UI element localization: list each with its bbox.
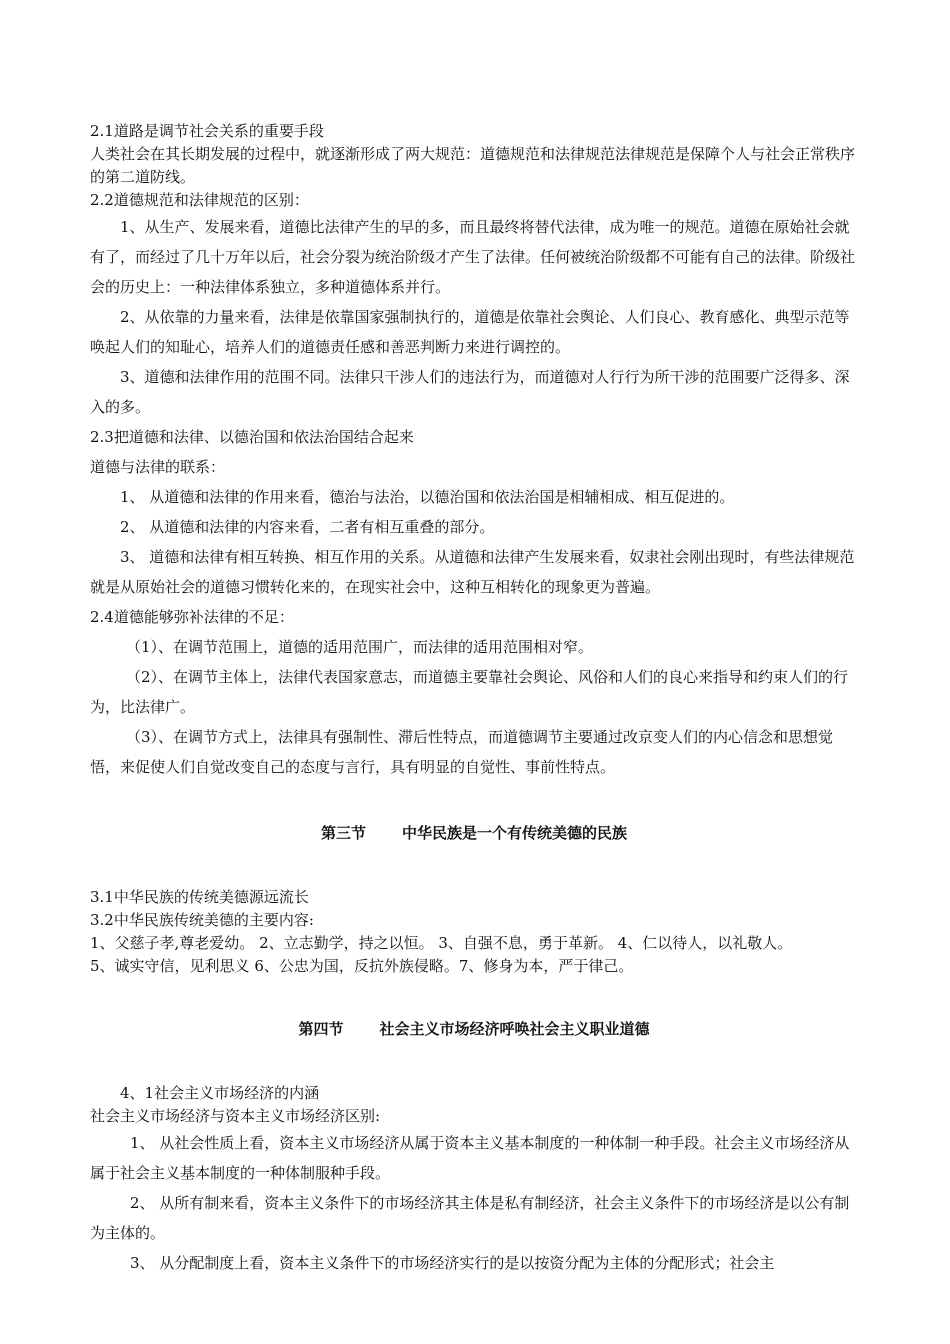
section-2-4-item-3: （3）、在调节方式上，法律具有强制性、滞后性特点，而道德调节主要通过改京变人们的内心信念和思想觉悟，来促使人们自觉改变自己的态度与言行，具有明显的自觉性、事前性特点。 (90, 728, 834, 776)
section-4-heading-title: 社会主义市场经济呼唤社会主义职业道德 (379, 1020, 650, 1038)
virtues-line-1: 1、父慈子孝,尊老爱幼。 2、立志勤学，持之以恒。 3、自强不息，勇于革新。 4、仁以待人，以礼敬人。 (90, 934, 793, 952)
section-4-item-3: 3、 从分配制度上看，资本主义条件下的市场经济实行的是以按资分配为主体的分配形式；社会主 (130, 1254, 775, 1272)
section-3-heading (90, 821, 858, 845)
section-4-item-2: 2、 从所有制来看，资本主义条件下的市场经济其主体是私有制经济，社会主义条件下的市场经济是以公有制为主体的。 (90, 1194, 850, 1242)
section-4-1-subtitle: 社会主义市场经济与资本主义市场经济区别: (90, 1107, 381, 1125)
section-2-4-title: 2.4道德能够弥补法律的不足： (90, 608, 294, 626)
section-3-1-title: 3.1中华民族的传统美德源远流长 (90, 888, 309, 906)
section-2-3-subtitle: 道德与法律的联系： (90, 458, 226, 476)
section-3-heading-number: 第三节 (320, 824, 366, 842)
section-3-2-title: 3.2中华民族传统美德的主要内容: (90, 911, 314, 929)
section-4-1-title: 4、1社会主义市场经济的内涵 (120, 1084, 320, 1102)
section-4-item-1: 1、 从社会性质上看，资本主义市场经济从属于资本主义基本制度的一种体制一种手段。社会主义市场经济从属于社会主义基本制度的一种体制服种手段。 (90, 1134, 850, 1182)
section-2-2-item-3: 3、道德和法律作用的范围不同。法律只干涉人们的违法行为，而道德对人行行为所干涉的范围要广泛得多、深入的多。 (90, 368, 850, 416)
section-4-heading-number: 第四节 (298, 1020, 344, 1038)
section-2-4-item-1: （1）、在调节范围上，道德的适用范围广，而法律的适用范围相对窄。 (126, 638, 594, 656)
section-2-2-item-1: 1、从生产、发展来看，道德比法律产生的早的多，而且最终将替代法律，成为唯一的规范。道德在原始社会就有了，而经过了几十万年以后，社会分裂为统治阶级才产生了法律。任何被统治阶级都不可能有自己的法律。阶级社会的历史上：一种法律体系独立，多种道德体系并行。 (90, 218, 856, 296)
section-2-3-title: 2.3把道德和法律、以德治国和依法治国结合起来 (90, 428, 414, 446)
section-2-2-title: 2.2道德规范和法律规范的区别： (90, 191, 309, 209)
section-2-1-title: 2.1道路是调节社会关系的重要手段 (90, 122, 324, 140)
virtues-line-2: 5、诚实守信，见利思义 6、公忠为国，反抗外族侵略。7、修身为本，严于律己。 (90, 957, 634, 975)
section-2-3-item-3: 3、 道德和法律有相互转换、相互作用的关系。从道德和法律产生发展来看，奴隶社会刚出现时，有些法律规范就是从原始社会的道德习惯转化来的，在现实社会中，这种互相转化的现象更为普遍。 (90, 548, 855, 596)
section-2-1-text: 人类社会在其长期发展的过程中，就逐渐形成了两大规范：道德规范和法律规范法律规范是保障个人与社会正常秩序的第二道防线。 (90, 145, 856, 186)
section-2-3-item-1: 1、 从道德和法律的作用来看，德治与法治，以德治国和依法治国是相辅相成、相互促进的。 (120, 488, 735, 506)
section-2-2-item-2: 2、从依靠的力量来看，法律是依靠国家强制执行的，道德是依靠社会舆论、人们良心、教育感化、典型示范等唤起人们的知耻心，培养人们的道德责任感和善恶判断力来进行调控的。 (90, 308, 850, 356)
document-body (90, 120, 858, 1278)
section-4-heading (90, 1017, 858, 1041)
section-3-heading-title: 中华民族是一个有传统美德的民族 (402, 824, 628, 842)
section-2-3-item-2: 2、 从道德和法律的内容来看，二者有相互重叠的部分。 (120, 518, 495, 536)
section-2-4-item-2: （2）、在调节主体上，法律代表国家意志，而道德主要靠社会舆论、风俗和人们的良心来指导和约束人们的行为，比法律广。 (90, 668, 849, 716)
